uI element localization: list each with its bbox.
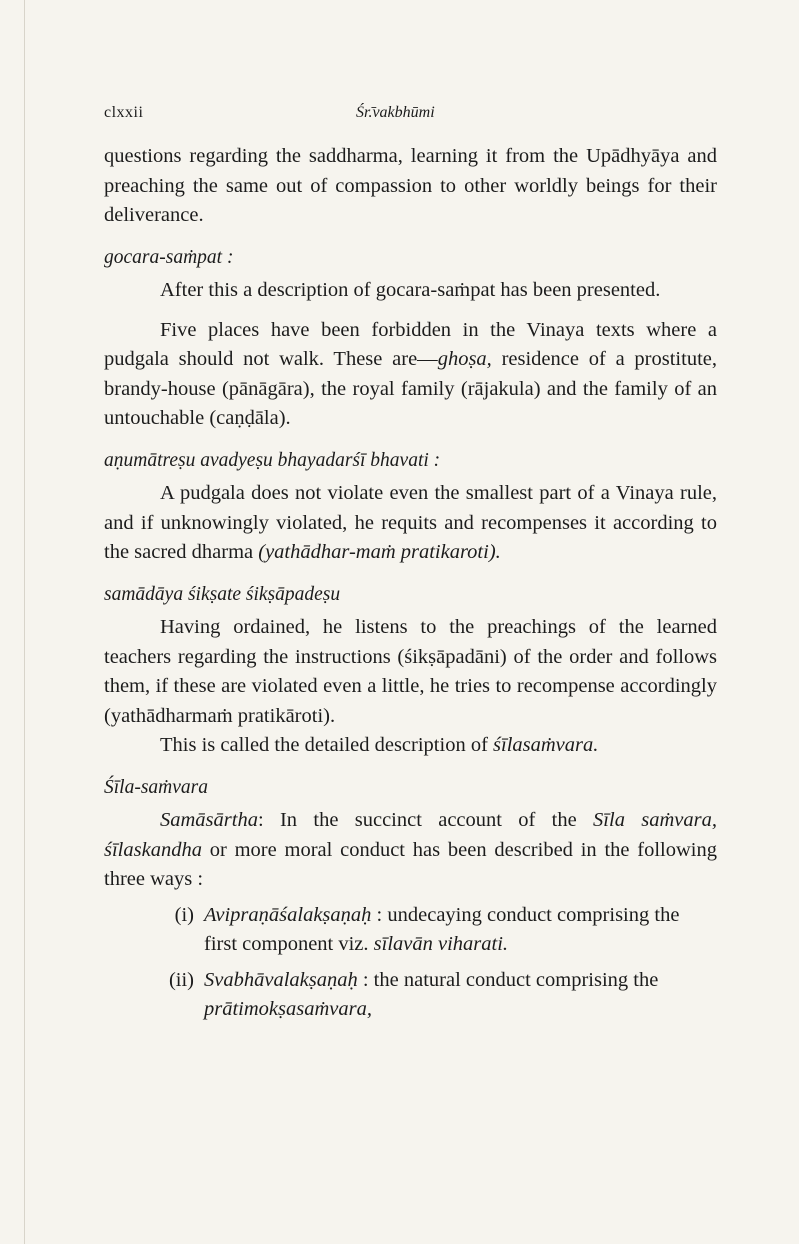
list-number: (ii)	[168, 968, 194, 991]
section-heading: gocara-saṁpat :	[104, 246, 234, 268]
section-heading: aṇumātreṣu avadyeṣu bhayadarśī bhavati :	[104, 449, 441, 471]
paragraph: A pudgala does not violate even the smallest part of a Vinaya rule, and if unknowingly violated, he requits and recompenses it according to the sacred dharma (yathādhar-maṁ pratikaroti).	[104, 482, 717, 563]
paragraph: Five places have been forbidden in the Vinaya texts where a pudgala should not walk. These are—ghoṣa, residence of a prostitute, brandy-house (pānāgāra), the royal family (rājakula) and the family of an untouchable (caṇḍāla).	[104, 318, 717, 429]
page-body	[104, 142, 717, 1025]
section-heading: samādāya śikṣate śikṣāpadeṣu	[104, 583, 341, 605]
list-item	[104, 966, 717, 1025]
numbered-list	[104, 901, 717, 1025]
list-text: Avipraṇāśalakṣaṇaḥ : undecaying conduct comprising the first component viz. sīlavān viharati.	[204, 903, 680, 955]
paragraph: After this a description of gocara-saṁpat has been presented.	[160, 279, 661, 301]
paragraph: Having ordained, he listens to the preachings of the learned teachers regarding the instructions (śikṣāpadāni) of the order and follows them, if these are violated even a little, he tries to recompense accordingly (yathādharmaṁ pratikāroti).	[104, 616, 717, 727]
list-text: Svabhāvalakṣaṇaḥ : the natural conduct comprising the prātimokṣasaṁvara,	[204, 968, 659, 1020]
page-number: clxxii	[104, 104, 144, 121]
paragraph: Samāsārtha: In the succinct account of the Sīla saṁvara, śīlaskandha or more moral conduct has been described in the following three ways :	[104, 809, 717, 890]
paragraph: questions regarding the saddharma, learning it from the Upādhyāya and preaching the same out of compassion to other worldly beings for their deliverance.	[104, 145, 717, 226]
list-item	[104, 901, 717, 960]
paragraph: This is called the detailed description of śīlasaṁvara.	[160, 734, 599, 756]
section-heading: Śīla-saṁvara	[104, 776, 208, 798]
running-title: Śr.̄vakbhūmi	[356, 104, 435, 121]
list-number: (i)	[174, 903, 194, 926]
running-header	[104, 104, 724, 128]
scan-edge-line	[24, 0, 25, 1244]
